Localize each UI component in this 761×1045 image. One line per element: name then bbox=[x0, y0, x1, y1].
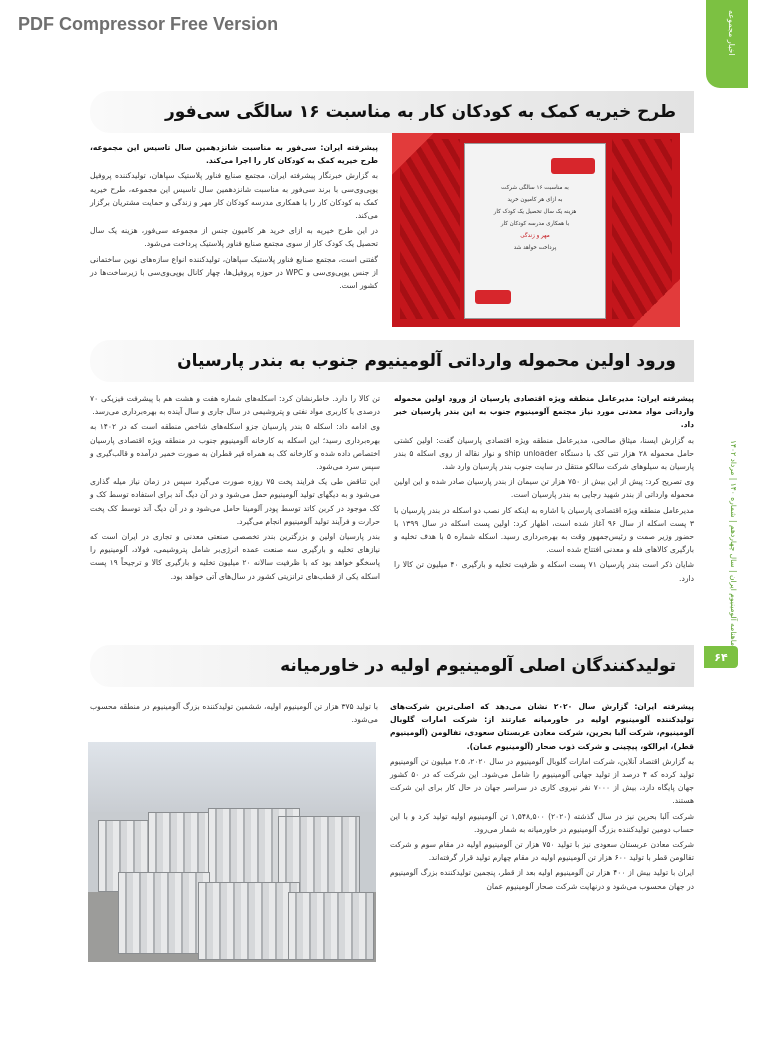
article-1-paragraph: به گزارش خبرنگار پیشرفته ایران، مجتمع صنایع فناور پلاستیک سپاهان، تولیدکننده پروفیل یو‌پی‌وی‌سی با برند سی‌فور به مناسبت شانزدهمین سال تاسیس این مجموعه، طرح خیریه کمک به کودکان کار را با همکاری مدرسه کودکان کار مهر و زندگی و حمایت مشتریان برگزار می‌کند. bbox=[90, 171, 378, 221]
poster-line: هزینه یک سال تحصیل یک کودک کار bbox=[493, 209, 577, 215]
headline-2: ورود اولین محموله وارداتی آلومینیوم جنوب به بندر پارسیان bbox=[177, 351, 676, 371]
article-2-paragraph: به گزارش ایسنا، میثاق صالحی، مدیرعامل منطقه ویژه اقتصادی پارسیان گفت: اولین کشتی حامل محموله ۲۸ هزار تنی کک با دستگاه ship unloader و نوار نقاله از روی اسکله ۵ بندر پارسیان به سیلوهای شرکت سالکو منتقل در سایت جنوب بندر پارسیان وارد شد. bbox=[394, 435, 694, 472]
charity-poster-image bbox=[392, 133, 680, 327]
aluminium-ingots-photo bbox=[88, 742, 376, 962]
article-1-paragraph: در این طرح خیریه به ازای خرید هر کامیون جنس از مجموعه سی‌فور، هزینه یک سال تحصیل یک کودک کار از سوی مجتمع صنایع فناور پلاستیک پرداخت می‌شود. bbox=[90, 226, 378, 249]
article-3-paragraph: شرکت معادن عربستان سعودی نیز با تولید ۷۵۰ هزار تن آلومینیوم اولیه در مقام سوم و شرکت تفالومن قطر با تولید ۶۰۰ هزار تن آلومینیوم اولیه در مقام چهارم تولید قرار گرفته‌اند. bbox=[390, 840, 694, 863]
article-3-paragraph: به گزارش اقتصاد آنلاین، شرکت امارات گلوبال آلومینیوم در سال ۲۰۲۰، ۲.۵ میلیون تن آلومینیوم تولید کرده که ۴ درصد از تولید جهانی آلومینیوم را شامل می‌شود. این شرکت که در ۵۰ کشور جهان پایگاه دارد، بیش از ۷۰۰۰ نفر نیروی کاری در سراسر جهان در حال کار برای این شرکت هستند. bbox=[390, 756, 694, 806]
issue-info-text: ماهنامه آلومینیوم ایران | سال چهاردهم | شماره ۱۴۰ | مرداد ۱۴۰۲ bbox=[729, 440, 738, 647]
article-1-paragraph: پیشرفته ایران: سی‌فور به مناسبت شانزدهمین سال تاسیس این مجموعه، طرح خیریه کمک به کودکان کار را اجرا می‌کند. bbox=[90, 143, 378, 166]
headline-3: تولیدکنندگان اصلی آلومینیوم اولیه در خاورمیانه bbox=[280, 656, 676, 676]
article-2-right-column bbox=[394, 392, 694, 587]
article-2-paragraph: پیشرفته ایران: مدیرعامل منطقه ویژه اقتصادی پارسیان از ورود اولین محموله وارداتی مواد معدنی مورد نیاز مجتمع آلومینیوم جنوب به این بندر پارسیان خبر داد. bbox=[394, 394, 694, 430]
poster-line: به مناسبت ۱۶ سالگی شرکت bbox=[501, 185, 569, 191]
article-2-paragraph: وی تصریح کرد: پیش از این بیش از ۷۵۰ هزار تن سیمان از بندر پارسیان صادر شده و این اولین محموله وارداتی از بندر شهید رجایی به بندر پارسیان است. bbox=[394, 477, 694, 500]
poster-line: به ازای هر کامیون خرید bbox=[507, 197, 563, 203]
article-2-paragraph: این تناقض طی یک فرایند پخت ۷۵ روزه صورت می‌گیرد سپس در زمان نیاز میله گذاری می‌شود و به دیگهای تولید آلومینیوم حمل می‌شود و در آن دیگ آند برای استفاده توسط کک و کک موجود در کربن کاتد توسط پودر آلومینا حامل می‌شود و در آن دیگ آند توسط کک پخت حرارت و فرآیند تولید آلومینیوم انجام می‌گیرد. bbox=[90, 477, 380, 526]
article-2-paragraph: شایان ذکر است بندر پارسیان ۷۱ پست اسکله و ظرفیت تخلیه و بارگیری ۴۰ میلیون تن کالا را دارد. bbox=[394, 560, 694, 583]
headline-band-1 bbox=[90, 91, 694, 133]
article-3-paragraph: ایران با تولید بیش از ۴۰۰ هزار تن آلومینیوم اولیه بعد از قطر، پنجمین تولیدکننده بزرگ آلومینیوم در جهان محسوب می‌شود و درنهایت شرکت صحار آلومینیوم عمان bbox=[390, 868, 694, 891]
headline-band-3 bbox=[90, 645, 694, 687]
poster-logo bbox=[551, 158, 595, 174]
poster-line: با همکاری مدرسه کودکان کار bbox=[500, 221, 570, 227]
watermark: PDF Compressor Free Version bbox=[18, 14, 279, 34]
issue-info-strip bbox=[728, 400, 742, 720]
article-3-paragraph: با تولید ۳۷۵ هزار تن آلومینیوم اولیه، ششمین تولیدکننده بزرگ آلومینیوم در منطقه محسوب می‌شود. bbox=[90, 702, 378, 725]
article-2-left-column bbox=[90, 392, 380, 585]
article-3-right-column bbox=[390, 700, 694, 895]
headline-1: طرح خیریه کمک به کودکان کار به مناسبت ۱۶ سالگی سی‌فور bbox=[165, 102, 676, 122]
article-2-paragraph: مدیرعامل منطقه ویژه اقتصادی پارسیان با اشاره به اینکه کار نصب دو اسکله در بندر پارسیان با ۳ پست اسکله از سال ۹۶ آغاز شده است، اظهار کرد: اولین پست اسکله در سال ۱۳۹۹ با حضور وزیر صمت و رئیس‌جمهور وقت به بهره‌برداری رسید. اسکله شماره ۵ با هدف تخلیه و بارگیری کالاهای فله و معدنی افتتاح شده است. bbox=[394, 505, 695, 555]
page-number: ۶۴ bbox=[704, 646, 738, 668]
poster-line: پرداخت خواهد شد bbox=[513, 245, 557, 251]
article-2-paragraph: تن کالا را دارد. خاطرنشان کرد: اسکله‌های شماره هفت و هشت هم با پیشرفت فیزیکی ۷۰ درصدی با کاربری مواد نفتی و پتروشیمی در سال جاری و سال آینده به بهره‌برداری می‌رسد. bbox=[90, 394, 380, 417]
article-3-left-column bbox=[90, 700, 378, 728]
poster-logo-small bbox=[475, 290, 511, 304]
poster-card bbox=[464, 143, 606, 319]
article-3-paragraph: شرکت آلبا بحرین نیز در سال گذشته (۲۰۲۰) ۱,۵۴۸,۵۰۰ تن آلومینیوم اولیه تولید کرد و با این حساب دومین تولیدکننده بزرگ آلومینیوم در خاورمیانه به شمار می‌رود. bbox=[390, 811, 694, 834]
headline-band-2 bbox=[90, 340, 694, 382]
article-1-paragraph: گفتنی است، مجتمع صنایع فناور پلاستیک سپاهان، تولیدکننده انواع سازه‌های نوین ساختمانی از جنس یو‌پی‌وی‌سی و WPC در حوزه پروفیل‌ها، چهار کانال یو‌پی‌وی‌سی با زیرساخت‌ها در کشور است. bbox=[90, 254, 378, 291]
article-2-paragraph: بندر پارسیان اولین و بزرگترین بندر تخصصی صنعتی معدنی و تجاری در ایران است که نیازهای تخلیه و بارگیری سه صنعت عمده انرژی‌بر شامل پتروشیمی، فولاد، آلومینیوم را پاسخگو خواهد بود که با ظرفیت سالانه ۲۰ میلیون تخلیه و بارگیری کالا و ترجیحاً ۱۹ پست اسکله یکی از قطب‌های ترانزیتی کشور در سال‌های آتی خواهد بود. bbox=[90, 532, 380, 581]
article-1-column bbox=[90, 141, 378, 294]
article-2-paragraph: وی ادامه داد: اسکله ۵ بندر پارسیان جزو اسکله‌های شاخص منطقه است که در ۱۴۰۲ به بهره‌برداری رسید؛ این اسکله به کارخانه آلومینیوم جنوب در منطقه ویژه اقتصادی پارسیان اختصاص داده شده و کارخانه کک به همراه قیر قطران به صورت خمیر درآمده و قالب‌گیری و سپس سرد می‌شود. bbox=[90, 422, 380, 472]
article-3-paragraph: پیشرفته ایران: گزارش سال ۲۰۲۰ نشان می‌دهد که اصلی‌ترین شرکت‌های تولیدکننده آلومینیوم اولیه در خاورمیانه عبارتند از: شرکت امارات گلوبال آلومینیوم، شرکت آلبا بحرین، شرکت معادن عربستان سعودی، تفالومن (آلومینیوم قطر)، ایرالکو، پیچینی و شرکت ذوب صحار (آلومینیوم عمان). bbox=[390, 702, 694, 751]
section-tab[interactable] bbox=[706, 0, 748, 88]
poster-line: مهر و زندگی bbox=[520, 233, 550, 239]
section-tab-label: اخبار مجموعه bbox=[727, 10, 736, 56]
